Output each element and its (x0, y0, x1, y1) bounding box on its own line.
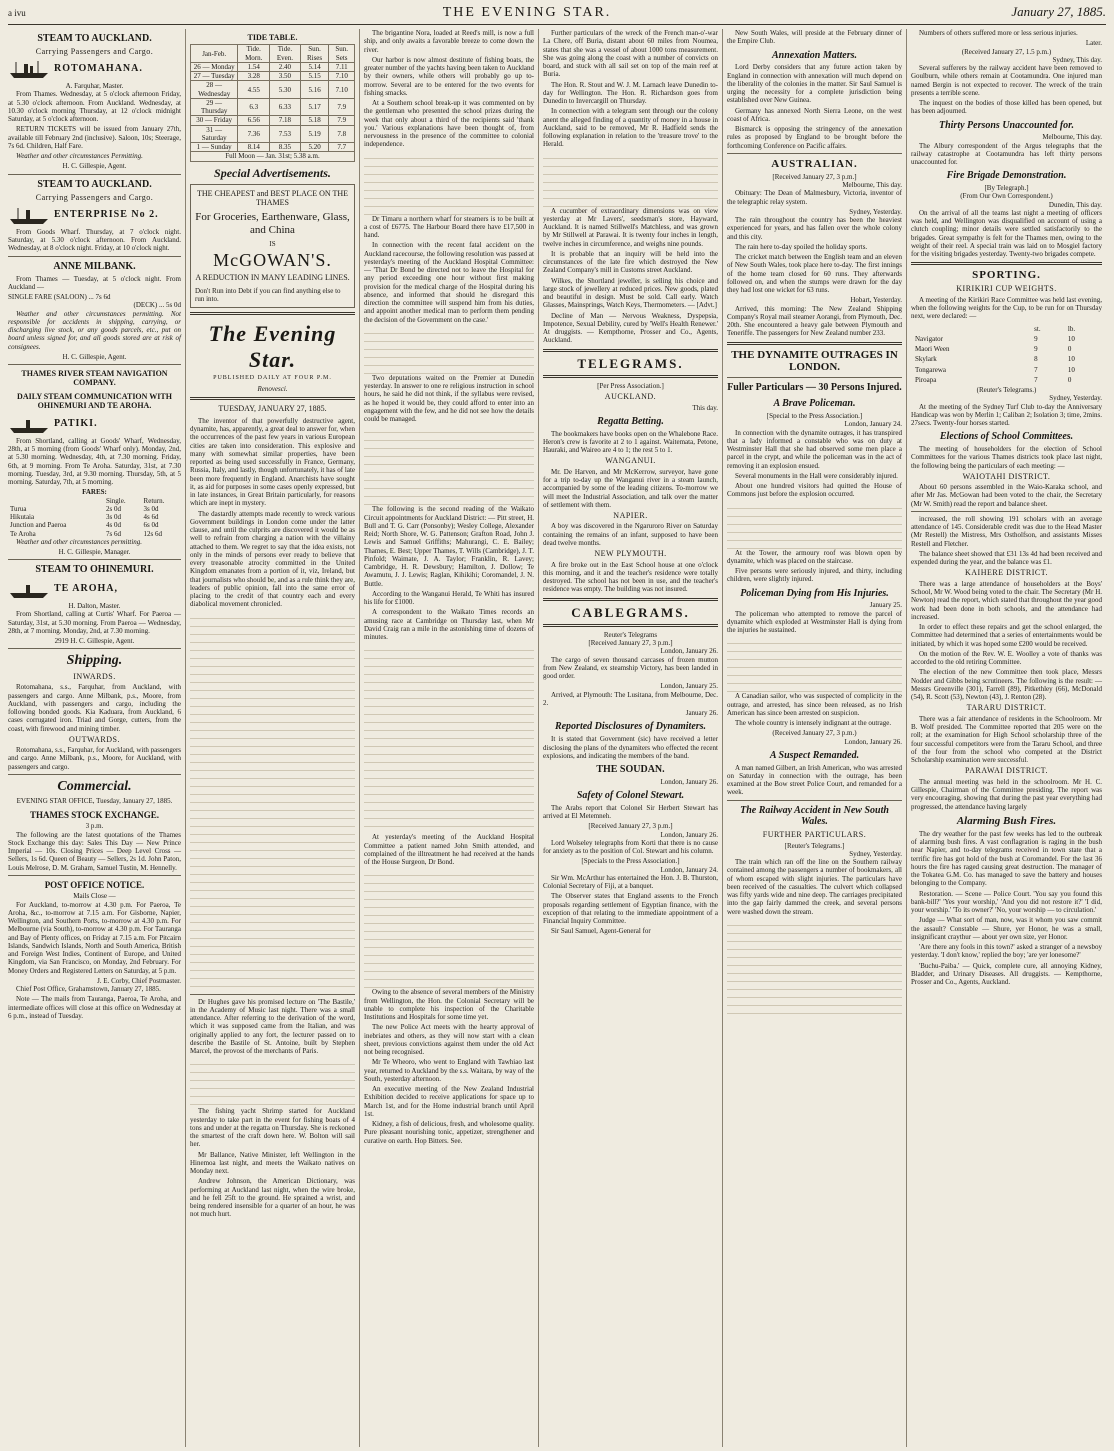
commercial-heading: Commercial. (57, 778, 132, 794)
news-paragraph: The rain throughout the country has been the heaviest experienced for years, and has fallen over the whole colony and this city. (727, 216, 902, 241)
news-paragraph: New South Wales, will preside at the February dinner of the Empire Club. (727, 29, 902, 46)
news-paragraph: At the Tower, the armoury roof was blown open by dynamite, which was placed on the staircase. (727, 548, 902, 565)
news-paragraph: Our harbor is now almost destitute of fishing boats, the greater number of the yachts having been taken to Auckland by their owners, while others will probably go up to-morrow. Several are to be entered for the two events for fishing smacks. (364, 55, 534, 97)
telegrams-heading: TELEGRAMS. (577, 355, 684, 371)
news-paragraph: At the meeting of the Sydney Turf Club to-day the Anniversary Handicap was won by Merlin 1; Caliban 2; Isolation 3; time, 2mins. 27secs. Twenty-four horses started. (911, 402, 1102, 427)
received: [Received January 27, 3 p.m.] (588, 639, 673, 648)
tide-header-cell: Sun. Rises (300, 45, 329, 63)
news-paragraph: Dr Hughes gave his promised lecture on 'The Bastile,' in the Academy of Music last night. There was a small attendance. After referring to the derivation of the word, which it was supposed came from the Italian, and was originally applied to any fort, the lecturer passed on to describe the Bastile of St. Antoine, built by Stephen Marcel, the provost of the merchants of Paris. (190, 997, 355, 1055)
tide-row: 28 — Wednesday 4.55 5.30 5.16 7.10 (191, 81, 355, 99)
ship-schedule: From Shortland, calling at Goods' Wharf, Wednesday, 28th, at 5 morning (from Goods' Wharf only). Monday, 2nd, at 5.30 morning. Wednesday, 4th, at 7.30 morning. Friday, 6th, at 9 morning. From Te Aroha. Saturday, 31st, at 7.30 morning. Tuesday, 3rd, at 9.30 morning. Thursday, 5th, at 5 morning. Saturday, 7th, at 5 morning. (8, 436, 181, 487)
fare-cell: 3s 0d (105, 513, 121, 522)
news-paragraph: About one hundred visitors had quitted the House of Commons just before the explosion occurred. (727, 482, 902, 499)
date-line: TUESDAY, JANUARY 27, 1885. (218, 404, 327, 414)
stock-time: 3 p.m. (85, 822, 104, 831)
news-paragraph: Obituary: The Dean of Malmesbury, Victoria, inventor of the telegraphic relay system. (727, 189, 902, 206)
leader-continuation (190, 611, 355, 991)
heading-steam-auckland-2: STEAM TO AUCKLAND. (37, 178, 152, 190)
brave-heading: A Brave Policeman. (773, 398, 856, 410)
news-paragraph: At yesterday's meeting of the Auckland Hospital Committee a patient named John Smith attended, and complained of the illtreatment he had received at the hands of the House Surgeon, Dr Bond. (364, 833, 534, 866)
ad-line: Don't Run into Debt if you can find anything else to run into. (195, 286, 341, 303)
news-paragraph: There was a fair attendance of residents in the Schoolroom. Mr B. Wolf presided. The Committee reported that 205 were on the roll; at the examination for High School scholarship three of the four successful competitors were from the Tararu School, and three of the four from the school who competed at the District Scholarship examination were successful. (911, 714, 1102, 765)
news-paragraph: A boy was discovered in the Ngaruroro River on Saturday containing the remains of an infant, supposed to have been dead twelve months. (543, 522, 718, 547)
subheading: Carrying Passengers and Cargo. (35, 192, 154, 202)
heading-thames-river: THAMES RIVER STEAM NAVIGATION COMPANY. (21, 369, 168, 388)
news-paragraph: Mr Ballance, Native Minister, left Wellington in the Hinemoa last night, and meets the Waikato natives on Monday next. (190, 1150, 355, 1175)
news-paragraph: 'Are there any fools in this town?' asked a stranger of a newsboy yesterday. 'I don't know,' replied the boy; 'are yer lonesome?' (911, 943, 1102, 960)
ship-ad (8, 578, 181, 600)
ad-line: A REDUCTION IN MANY LEADING LINES. (195, 273, 350, 283)
alarming-heading: Alarming Bush Fires. (956, 814, 1057, 827)
dying-heading: Policeman Dying from His Injuries. (740, 587, 889, 599)
dateline: London, January 24. (844, 420, 902, 429)
mcgowans-ad (190, 184, 355, 308)
news-paragraph: It is stated that Government (sic) have received a letter disclosing the plans of the dynamiters who effected the recent explosions, and indicating the members of the band. (543, 735, 718, 760)
commercial-office: EVENING STAR OFFICE, Tuesday, January 27, 1885. (16, 797, 173, 806)
dateline: London, January 26. (844, 737, 902, 746)
published-line: PUBLISHED DAILY AT FOUR P.M. (213, 374, 332, 381)
news-paragraph: There was a large attendance of householders at the Boys' School, Mr W. Wood being voted to the chair. The Secretary (Mr H. Newton) read the report, which stated that throughout the year good work had been done in both schools, and the attendance had increased. (911, 579, 1102, 621)
full-moon: Full Moon — Jan. 31st; 5.38 a.m. (190, 152, 355, 161)
received: [Received January 27, 3 p.m.] (772, 172, 857, 181)
heading-anne-milbank: ANNE MILBANK. (53, 260, 136, 272)
tide-row: 26 — Monday 1.54 2.40 5.14 7.11 (191, 62, 355, 71)
dateline: Melbourne, This day. (842, 181, 902, 190)
news-paragraph: The annual meeting was held in the schoolroom. Mr H. C. Gillespie, Chairman of the Committee presiding. The report was very encouraging, showing that during the past year everything had progressed, the attendance having largely (911, 777, 1102, 811)
press-association: [Per Press Association.] (597, 381, 664, 390)
news-paragraph: The fishing yacht Shrimp started for Auckland yesterday to take part in the event for fishing boats of 4 tons and under at the regatta on Thursday. She is reckoned the smartest of the craft down here. W. Bolton will sail her. (190, 1107, 355, 1149)
tide-table (190, 44, 355, 152)
cablegrams-heading: CABLEGRAMS. (571, 604, 690, 620)
text-continuation (364, 326, 534, 374)
telegraph: [By Telegraph.] (984, 184, 1029, 193)
tide-row: 29 — Thursday 6.3 6.33 5.17 7.9 (191, 98, 355, 116)
masthead-left: a ivu (8, 8, 26, 18)
soudan-heading: THE SOUDAN. (596, 764, 665, 775)
weights-row: Skylark 8 10 (915, 355, 1075, 364)
news-paragraph: In connection with the recent fatal accident on the Auckland racecourse, the following resolution was passed at yesterday's meeting of the Auckland Hospital Committee: — 'That Dr Bond be directed not to leave the Hospital for any period exceeding one hour without first making provision for the medical charge of the Hospital during his absence, and informed that should he disregard this direction the committee will suspend him from his duties, and appoint another medical man to perform them pending the decision of the Government on the case.' (364, 241, 534, 324)
news-paragraph: Numbers of others suffered more or less serious injuries. (919, 29, 1078, 37)
tide-table-heading: TIDE TABLE. (247, 33, 298, 42)
dateline: WANGANUI. (605, 456, 656, 466)
post-text: For Auckland, to-morrow at 4.30 p.m. For Paeroa, Te Aroha, &c., to-morrow at 7.15 a.m. For Gisborne, Napier, Wellington, and Southern Ports, to-morrow at 4.30 p.m. For Melbourne (via South), to-morrow at 4.30 p.m. For Tauranga and Bay of Plenty offices, on Friday at 7.15 a.m. For Pitcairn Islands, Sandwich Islands, North and South America, British and Foreign West Indies, Continent of Europe, and United Kingdom, via San Francisco, on Monday, 2nd February. For Money Orders and Registered Letters on Saturday, at 5 p.m. (8, 900, 181, 975)
fare-cell: 4s 0d (105, 521, 121, 530)
ship-schedule: From Thames — Tuesday, at 5 o'clock night. From Auckland — (8, 274, 181, 291)
news-paragraph: The brigantine Nora, loaded at Reed's mill, is now a full ship, and only awaits a favorable breeze to come down the river. (364, 29, 534, 54)
special: [Special to the Press Association.] (766, 412, 863, 421)
news-paragraph: The new Police Act meets with the hearty approval of inebriates and others, as they will now start with a clean sheet, previous convictions against them under the old Act not being recognised. (364, 1023, 534, 1056)
outwards-heading: OUTWARDS. (69, 734, 120, 744)
news-paragraph: The Albury correspondent of the Argus telegraphs that the railway catastrophe at Cootamundra has left thirty persons unaccounted for. (911, 141, 1102, 167)
ad-line: THE CHEAPEST and BEST PLACE ON THE THAMES (196, 188, 349, 208)
news-paragraph: In order to effect these repairs and get the school enlarged, the Committee had determined that a series of entertainments would be initiated, by which it was hoped some £200 would be received. (911, 623, 1102, 648)
dateline: AUCKLAND. (604, 392, 657, 402)
column-6-content (911, 29, 1102, 1447)
shipping-text: Rotomahana, s.s., Farquhar, from Auckland, with passengers and cargo. Anne Milbank, p.s., Moore, from Auckland, with passengers and cargo, including the following bonded goods. Kia Kaduara, from Auckland, 6 cases corrugated iron. Triad and Gorge, cutters, from the coast, with firewood and mining timber. (8, 683, 181, 733)
news-paragraph: In connection with the dynamite outrages, it has transpired that a lady informed a constable who was on duty at Westminster Hall that she had observed some men place a parcel in the crypt, and while the policeman was in the act of removing it an explosion ensued. (727, 428, 902, 470)
heading-daily-steam: DAILY STEAM COMMUNICATION WITH OHINEMURI AND TE AROHA. (17, 391, 172, 411)
text-continuation (190, 1057, 355, 1107)
fare-cell: 2s 0d (105, 504, 121, 513)
paper-title: The Evening Star. (208, 321, 337, 373)
weights-header-row: st. lb. (1034, 324, 1076, 333)
news-paragraph: Five persons were seriously injured, and thirty, including children, were slightly injured. (727, 567, 902, 584)
dateline: NEW PLYMOUTH. (594, 549, 667, 559)
fire-brigade-heading: Fire Brigade Demonstration. (946, 170, 1067, 182)
news-paragraph: Arrived, this morning: The New Zealand Shipping Company's Royal mail steamer Aorangi, from Plymouth, Dec. 20th. She encountered a heavy gale between Plymouth and Teneriffe. The passengers for New Zealand number 233. (727, 304, 902, 338)
news-paragraph: The Arabs report that Colonel Sir Herbert Stewart has arrived at El Metemneh. (543, 803, 718, 821)
post-note: Note — The mails from Tauranga, Paeroa, Te Aroha, and intermediate offices will close at this office on Wednesday at 6 p.m., instead of Tuesday. (8, 995, 181, 1020)
news-paragraph: In connection with a telegram sent through our the colony anent the alleged finding of a quantity of money in a house in Auckland, said to be removed, Mr R. Hadfield sends the following explanation in relation to the 'treasure trove' to the Herald. (543, 107, 718, 149)
news-paragraph: The bookmakers have books open on the Whalebone Race. Heron's crew is favorite at 2 to 1 against. Waitemata, Petone, Hauraki, and Waireo are 4 to 1; the rest 5 to 1. (543, 429, 718, 455)
ship-name: TE AROHA, (54, 583, 119, 595)
parawai-heading: PARAWAI DISTRICT. (965, 766, 1048, 776)
fares-title: FARES: (82, 488, 107, 497)
news-paragraph: The dry weather for the past few weeks has led to the outbreak of alarming bush fires. A vast conflagration is raging in the bush near Napier, and to-day telegrams received in town state that a terrific fire has got hold of the bush at Coromandel. For the last 36 hours the fire has raged causing great destruction. The manager of the Tokatea G.M. Co. has managed to save the battery and houses belonging to the Company. (911, 829, 1102, 888)
masthead-title: THE EVENING STAR. (442, 5, 612, 20)
ship-master: H. Dalton, Master. (68, 602, 121, 611)
dateline: January 25. (869, 601, 902, 610)
ship-ad (8, 413, 181, 435)
weights-row: Piroapa 7 0 (915, 375, 1072, 384)
steamship-icon (8, 578, 50, 600)
reported-heading: Reported Disclosures of Dynamiters. (554, 721, 707, 733)
column-2 (190, 29, 360, 1447)
fares-header-cell (8, 497, 104, 505)
reuters: (Reuter's Telegrams.) (976, 386, 1037, 394)
ship-ad (8, 204, 181, 226)
ad-line: IS (269, 239, 276, 248)
news-paragraph: The cargo of seven thousand carcases of frozen mutton from New Zealand, ex steamship Victory, has been landed in good order. (543, 655, 718, 681)
news-paragraph: Andrew Johnson, the American Dictionary, was performing at Auckland last night, when the wire broke, and he fell 25ft to the ground. He sprained a wrist, and being rendered insensible for a quarter of an hour, he was not much hurt. (190, 1177, 355, 1219)
fare-cell: Junction and Paeroa (10, 521, 67, 530)
leader-paragraph: The dastardly attempts made recently to wreck various Government buildings in London come under the latter clause, and until the culprits are discovered it would be as well to refrain from charging a nation with the villainy attached to them. We regret to say that the idea exists, not only in the minds of persons ever ready to believe that every treasonable atrocity committed in the United Kingdom emanates from a portion of it, viz, Ireland, but that journalists who should be, and as a rule think they are, leaders of public opinion, fall into the same error of placing to the credit of that country each and every diabolical movement chronicled. (190, 509, 355, 609)
fare-cell: 7s 6d (105, 529, 121, 538)
ship-name: PATIKI. (54, 417, 98, 429)
news-paragraph: Several monuments in the Hall were considerably injured. (735, 471, 898, 480)
news-paragraph: 'Buchu-Paiba.' — Quick, complete cure, all annoying Kidney, Bladder, and Urinary Diseases. All druggists. — Kempthorne, Prosser and Co., Agents, Auckland. (911, 961, 1102, 987)
tide-header-row (191, 45, 355, 63)
agent: H. C. Gillespie, Manager. (58, 548, 131, 557)
kirikiri-heading: KIRIKIRI CUP WEIGHTS. (956, 284, 1057, 294)
safety-heading: Safety of Colonel Stewart. (576, 790, 685, 802)
fares-table (8, 497, 181, 538)
inwards-heading: INWARDS. (73, 671, 116, 681)
dateline: London, January 26. (660, 647, 718, 656)
news-paragraph: On the motion of the Rev. W. E. Woolley a vote of thanks was accorded to the old retiring Committee. (911, 649, 1102, 667)
steamship-icon (8, 413, 50, 435)
column-5 (727, 29, 907, 1447)
weights-row: Tongarewa 7 10 (915, 365, 1075, 374)
ship-schedule: From Thames. Wednesday, at 5 o'clock afternoon Friday, at 5.30 o'clock afternoon. From Auckland. Wednesday, at 10.30 o'clock morning Thursday, at 12 o'clock midnight Saturday, at 5 o'clock afternoon. (8, 90, 181, 124)
news-paragraph: The Hon. R. Stout and W. J. M. Larnach leave Dunedin to-day for Wellington. The Hon. R. Richardson goes from Dunedin to Invercargill on Thursday. (543, 80, 718, 105)
news-paragraph: The train which ran off the line on the Southern railway contained among the passengers a number of bookmakers, all of whom escaped with slight injuries. The particulars have been received of the casualties. The culvert which collapsed was fifty yards wide and nine deep. The carriages precipitated into the gap fairly dammed the creek, and several persons were washed down the stream. (727, 858, 902, 916)
tide-row: 31 — Saturday 7.36 7.53 5.19 7.8 (191, 125, 355, 143)
column-3 (364, 29, 539, 1447)
weather-note: Weather and other circumstances Permitting. (16, 152, 143, 161)
fares-row (8, 530, 181, 538)
columns (8, 29, 1106, 1447)
weights-table (911, 323, 1102, 387)
dateline: Dunedin, This day. (1048, 200, 1102, 209)
regatta-heading: Regatta Betting. (597, 415, 664, 427)
news-paragraph: Wilkes, the Shortland jeweller, is selling his choice and large stock of jewellery at reduced prices. New goods, plated and beautiful in design. Must be sold. Call early. Watch Glasses, Mainsprings, Watch Keys, Thermometers. — [Advt.] (543, 276, 718, 310)
fares-note: Weather and other circumstances permitting. (16, 537, 143, 546)
mails-close: Mails Close — (73, 892, 116, 901)
news-paragraph: Decline of Man — Nervous Weakness, Dyspepsia, Impotence, Sexual Debility, cured by 'Well's Health Renewer.' At druggists. — Kempthorne, Prosser and Co., Agents, Auckland. (543, 311, 718, 345)
news-paragraph: A man named Gilbert, an Irish American, who was arrested on Saturday in connection with the outrage, has been examined at the Bow street Police Court, and remanded for a week. (727, 763, 902, 797)
dateline: London, January 24. (660, 865, 718, 874)
masthead (8, 4, 1106, 25)
thirty-heading: Thirty Persons Unaccounted for. (938, 119, 1074, 131)
australian-heading: AUSTRALIAN. (771, 157, 858, 170)
heading-ohinemuri: STEAM TO OHINEMURI. (35, 564, 154, 576)
dateline: Melbourne, This day. (1042, 133, 1102, 142)
news-paragraph: The meeting of householders for the election of School Committees for the various Thames districts took place last night, the following being the particulars of each meeting: — (911, 445, 1102, 470)
fuller-heading: Fuller Particulars — 30 Persons Injured. (727, 382, 902, 394)
outwards-text: Rotomahana, s.s., Farquhar, for Auckland, with passengers and cargo. Anne Milbank, p.s., Moore, for Auckland, with passengers and cargo. (8, 746, 181, 771)
dateline: Sydney, Yesterday. (849, 849, 902, 858)
text-continuation (727, 501, 902, 549)
ship-name: ENTERPRISE No 2. (54, 209, 159, 221)
news-paragraph: Lord Derby considers that any future action taken by England in connection with annexation will much depend on the liberality of the colonies in the matter. Sir Saul Samuel is urging the necessity for a complete jurisdiction being established over New Guinea. (727, 63, 902, 105)
steamship-icon (8, 204, 50, 226)
dynamite-heading: THE DYNAMITE OUTRAGES IN LONDON. (731, 348, 898, 374)
shipping-heading: Shipping. (66, 653, 123, 669)
news-paragraph: The election of the new Committee then took place, Messrs Nodder and Gibbs being scrutineers. The following is the result: — Messrs Greenville (301), Farrell (89), Pitkethley (66), McDonald (54), R. Scott (53), Newton (43), J. Renton (28). (911, 668, 1102, 702)
tararu-heading: TARARU DISTRICT. (966, 703, 1047, 713)
news-paragraph: Germany has annexed North Sierra Leone, on the west coast of Africa. (727, 106, 902, 123)
subheading: Carrying Passengers and Cargo. (35, 46, 154, 56)
fare-cell: Turua (10, 504, 27, 513)
tide-row: 27 — Tuesday 3.28 3.50 5.15 7.10 (191, 72, 355, 81)
news-paragraph: The inquest on the bodies of those killed has been opened, but has been adjourned. (911, 99, 1102, 116)
specials: [Specials to the Press Association.] (581, 857, 680, 866)
annexation-heading: Annexation Matters. (771, 49, 858, 61)
fare-cell: Hikutaia (10, 513, 35, 522)
weights-row: Navigator 9 10 (915, 334, 1075, 343)
tide-header-cell: Sun. Sets (329, 45, 355, 63)
agent: H. C. Gillespie, Agent. (62, 162, 127, 171)
railway-heading: The Railway Accident in New South Wales. (740, 804, 889, 828)
post-date: Chief Post Office, Grahamstown, January 27, 1885. (16, 985, 161, 994)
news-paragraph: Kidney, a fish of delicious, fresh, and wholesome quality. Pure pleasant nourishing tonic, appetizer, strengthener and curative on earth. Hop Bitters. See. (364, 1120, 534, 1145)
news-paragraph: Sir Saul Samuel, Agent-General for (551, 927, 651, 936)
text-continuation (364, 151, 534, 215)
news-paragraph: Mr. De Harven, and Mr McKerrow, surveyor, have gone for a trip to-day up the Wanganui river in a steam launch, accompanied by some of the leading citizens. To-morrow we will meet the Industrial Association, and talk over the matter of settlement with them. (543, 467, 718, 509)
elections-heading: Elections of School Committees. (939, 431, 1074, 443)
further-heading: FURTHER PARTICULARS. (762, 830, 867, 840)
fare-cell: 4s 6d (143, 513, 159, 522)
leader-paragraph: The inventor of that powerfully destructive agent, dynamite, has, apparently, a great deal to answer for, when the occurrences of the past few years in various European cities are taken into consideration. This explosive and many with somewhat similar properties, have been reported as being used successfully in France, Germany, Russia, Italy, and lastly, though unfortunately, it has of late been more frequently in England. Anarchists have sought it, as aid for purposes in some cases openly expressed, but in late instances, in Great Britain particularly, for reasons which are inept in mystery. (190, 416, 355, 508)
dateline: Sydney, Yesterday. (849, 207, 902, 216)
column-4 (543, 29, 723, 1447)
news-paragraph: About 60 persons assembled in the Waio-Karaka school, and after Mr Jas. McGowan had been voted to the chair, the Secretary (Mr W. Smith) read the report and balance sheet. (911, 483, 1102, 508)
dateline: NAPIER. (613, 511, 648, 520)
sporting-heading: SPORTING. (972, 269, 1041, 282)
news-paragraph: increased, the roll showing 191 scholars with an average attendance of 145. Considerable credit was due to the Head Master (Mr Restell) the Mistress, Mrs Ostholfson, and assistants Misses Restell and Fletcher. (911, 514, 1102, 548)
tide-header-cell: Tide. Even. (270, 45, 301, 63)
news-paragraph: Lord Wolseley telegraphs from Korti that there is no cause for anxiety as to the position of Col. Stewart and his column. (543, 838, 718, 856)
news-paragraph: Bismarck is opposing the stringency of the annexation rules as proposed by England to be brought before the forthcoming Conference on Pacific affairs. (727, 125, 902, 150)
fare-line: SINGLE FARE (SALOON) ... 7s 6d (8, 293, 111, 302)
fares-header-row (8, 497, 181, 505)
news-paragraph: Arrived, at Plymouth: The Lusitana, from Melbourne, Dec. 2. (543, 690, 718, 707)
masthead-date: January 27, 1885. (1011, 4, 1106, 19)
suspect-heading: A Suspect Remanded. (769, 749, 860, 761)
text-continuation (727, 636, 902, 692)
text-continuation (364, 425, 534, 505)
news-paragraph: A correspondent to the Waikato Times records an amusing race at Cambridge on Thursday last, when Mr David Craig ran a mile in the astonishing time of dozens of minutes. (364, 608, 534, 641)
received: (Received January 27, 1.5 p.m.) (961, 47, 1052, 56)
dateline: January 26. (685, 709, 718, 718)
tide-header-cell: Tide. Morn. (238, 45, 270, 63)
own-correspondent: (From Our Own Correspondent.) (960, 192, 1053, 201)
tide-row: 1 — Sunday 8.14 8.35 5.20 7.7 (191, 143, 355, 152)
ship-master: A. Farquhar, Master. (65, 82, 124, 91)
news-paragraph: Further particulars of the wreck of the French man-o'-war La Chere, off Buria, distant about 60 miles from Noumea, states that she was a vessel of about 1000 tons measurement. She was going along the coast with a number of convicts on board, and stuck with all sail set on top of the main reef at Buria. (543, 29, 718, 79)
text-continuation (543, 151, 718, 207)
fares-row (8, 513, 181, 521)
later: Later. (1085, 39, 1102, 48)
ad-line: For Groceries, Earthenware, Glass, and China (195, 210, 350, 236)
reuters: Reuter's Telegrams (603, 630, 658, 639)
ship-schedule: From Shortland, calling at Curtis' Wharf. For Paeroa — Saturday, 31st, at 5.30 morning. From Paeroa — Wednesday, 28th, at 7 morning. Monday, 2nd, at 7.30 morning. (8, 610, 181, 635)
received: [Received January 27, 3 p.m.] (588, 822, 673, 831)
motto: Renovesci. (257, 385, 288, 394)
fares-row (8, 521, 181, 529)
news-paragraph: Restoration. — Scene — Police Court. 'You say you found this bank-bill?' 'Yes your worship,' 'And you did not restore it?' 'I did, your worship.' 'To its owner?' 'No, your worship — to circulation.' (911, 889, 1102, 915)
text-continuation (364, 643, 534, 833)
news-paragraph: Dr Timaru a northern wharf for steamers is to be built at a cost of £6775. The Harbour Board there have £17,500 in hand. (364, 214, 534, 239)
news-paragraph: According to the Wanganui Herald, Te Whiti has insured his life for £1000. (364, 589, 534, 606)
news-paragraph: On the arrival of all the teams last night a meeting of officers was held, and Wellington was disqualified on account of using a clutch coupling; minor details were settled satisfactorily to the brigades. Great sympathy is felt for the Thames men, owing to the weight of their reel. A special train was laid on to Mosgiel factory for the visiting brigades yesterday. Twenty-two brigades compete. (911, 208, 1102, 259)
fare-cell: 6s 0d (143, 521, 159, 530)
stock-text: The following are the latest quotations of the Thames Stock Exchange this day: Sales This Day — New Prince Imperial — 10s. Closing Prices — Deep Level Cross — Sellers, 1s 6d. Queen of Beauty — Sellers, 2s 1d. John Paton, Louis Melrose, D. M. Graham, Samuel Tustin, M. Hennelly. (8, 830, 181, 872)
news-paragraph: The balance sheet showed that £31 13s 4d had been received and expended during the year, and the balance was £1. (911, 549, 1102, 567)
ship-ad (8, 58, 181, 80)
kaihere-heading: KAIHERE DISTRICT. (964, 568, 1048, 578)
agent: H. C. Gillespie, Agent. (62, 352, 127, 361)
heading-steam-auckland: STEAM TO AUCKLAND. (37, 33, 152, 44)
news-paragraph: A meeting of the Kirikiri Race Committee was held last evening, when the following weights for the Cup, to be run for on Thursday next, were declared: — (911, 295, 1102, 321)
news-paragraph: The whole country is intensely indignant at the outrage. (735, 719, 892, 728)
waiotahi-heading: WAIOTAHI DISTRICT. (962, 471, 1051, 481)
news-paragraph: Sir Wm. McArthur has entertained the Hon. J. B. Thurston, Colonial Secretary of Fiji, at a banquet. (543, 873, 718, 891)
fare-line: (DECK) ... 5s 0d (133, 301, 181, 310)
tide-header-cell: Jan-Feb. (191, 45, 238, 63)
tide-row: 30 — Friday 6.56 7.18 5.18 7.9 (191, 116, 355, 125)
postmaster: J. E. Corby, Chief Postmaster. (97, 976, 181, 985)
news-paragraph: At a Southern school break-up it was commented on by the gentleman who presented the school prizes during the week that only about a third of the recipients said 'thank you.' Various explanations have been thought of, from nervousness in the presence of the committee to colonial independence. (364, 99, 534, 149)
weather-notice: Weather and other circumstances permitting. Not responsible for accidents in shipping, carrying, or discharging live stock, or any goods parcels, etc., put on board unless signed for, and all goods stored are at risk of consignees. (8, 309, 181, 351)
news-paragraph: It is probable that an inquiry will be held into the circumstances of the late fire which destroyed the New Zealand Company's mill in Customs street Auckland. (543, 249, 718, 275)
ad-name: McGOWAN'S. (213, 249, 332, 270)
dateline: London, January 26. (660, 830, 718, 839)
special-ads-heading: Special Advertisements. (214, 165, 331, 180)
steamship-icon (8, 58, 50, 80)
fare-cell: 12s 6d (143, 529, 163, 538)
return-tickets: RETURN TICKETS will be issued from January 27th, available till February 2nd (inclusive). Saloon, 10s; Steerage, 7s 6d. Children, Half Fare. (8, 125, 181, 150)
fares-row (8, 505, 181, 513)
news-paragraph: Mr Te Wheoro, who went to England with Tawhiao last year, returned to Auckland by the s.s. Waitara, by way of the South, yesterday afternoon. (364, 1058, 534, 1083)
stock-heading: THAMES STOCK EXCHANGE. (29, 809, 160, 820)
received: (Received January 27, 3 p.m.) (772, 729, 857, 738)
news-paragraph: A fire broke out in the East School house at one o'clock this morning, and it and the teacher's residence were totally destroyed. The school has not been in use, and the teacher's residence was empty. The building was not insured. (543, 560, 718, 594)
news-paragraph: The rain here to-day spoiled the holiday sports. (735, 242, 868, 251)
reuters: [Reuter's Telegrams.] (784, 841, 845, 850)
news-paragraph: Several sufferers by the railway accident have been removed to Goulburn, while others remain at Cootamundra. One injured man named Bergin is not expected to recover. The wreck of the train presents a terrible scene. (911, 64, 1102, 97)
dateline: Sydney, This day. (1052, 55, 1102, 64)
news-paragraph: A Canadian sailor, who was suspected of complicity in the outrage, and arrested, has since been released, as no Irish American has since been arrested on suspicion. (727, 692, 902, 717)
news-paragraph: The cricket match between the English team and an eleven of New South Wales, took place here to-day. The first innings of the home team closed for 60 runs. They afterwards followed on, and when the stumps were drawn for the day they had lost one wicket for 63 runs. (727, 253, 902, 295)
weights-row: Maori Ween 9 0 (915, 345, 1072, 353)
dateline: Hobart, Yesterday. (850, 296, 902, 305)
news-paragraph: Owing to the absence of several members of the Ministry from Wellington, the Hon. the Colonial Secretary will be unable to complete his inspection of the Charitable Institutions and Hospitals for some time yet. (364, 988, 534, 1021)
dateline: London, January 25. (660, 682, 718, 691)
agent: 2919 H. C. Gillespie, Agent. (54, 637, 135, 646)
news-paragraph: Judge — What sort of man, now, was it whom you saw commit the assault? Constable — Shure, yer Honor, he was a small, insignificant craythur — about yer own size, yer Honor. (911, 916, 1102, 941)
news-paragraph: A cucumber of extraordinary dimensions was on view yesterday at Mr Lavers', seedsman's store, Hayward, Auckland. It is named Stillwell's Matchless, and was grown by Mr Stillwell at Parawai. It is twenty four inches in length, twelve inches in circumference, and weighs nine pounds. (543, 206, 718, 248)
column-1 (8, 29, 186, 1447)
news-paragraph: An executive meeting of the New Zealand Industrial Exhibition decided to receive applications for space up to March 1st, and for the Home industrial branch until April 1st. (364, 1085, 534, 1118)
fares-header-cell: Single. (105, 496, 126, 505)
text-continuation (364, 868, 534, 988)
fares-header-cell: Return. (143, 496, 165, 505)
fare-cell: Te Aroha (10, 529, 36, 538)
dateline: London, January 26. (660, 777, 718, 786)
this-day: This day. (692, 403, 718, 412)
fare-cell: 3s 0d (143, 504, 159, 513)
news-paragraph: The Observer states that England assents to the French proposals regarding settlement of Egyptian finance, with the exception of that relating to the immediate appointment of a Financial Inquiry Committee. (543, 892, 718, 926)
ship-schedule: From Goods Wharf. Thursday, at 7 o'clock night. Saturday, at 5.30 o'clock afternoon. From Auckland. Wednesday, at 8 o'clock night. Friday, at 10 o'clock night. (8, 227, 181, 253)
post-office-heading: POST OFFICE NOTICE. (44, 879, 145, 890)
dateline: Sydney, Yesterday. (1049, 394, 1102, 403)
text-continuation (727, 918, 902, 1014)
ship-name: ROTOMAHANA. (54, 63, 143, 75)
news-paragraph: The following is the second reading of the Waikato Circuit appointments for Auckland District: — Pitt street, H. Bull and T. G. Carr (Ponsonby); Wesley College, Alexander Reid; North Shore, W. G. Pattenson; Grafton Road, John J. Lewis and Samuel Griffiths; Mahurangi, C. E. Bailey; Thames, E. Best; Upper Thames, T. Wills (Cambridge), J. T. Pinfold; Waimate, J. A. Taylor; Franklin, R. Lavey; Cambridge, H. R. Dewsbury; Hamilton, J. Dollow; Te Awamutu, J. J. Lewis; Raglan, Kihikihi; Coromandel, J. N. Buttle. (364, 505, 534, 588)
column-6 (911, 29, 1106, 1447)
news-paragraph: Two deputations waited on the Premier at Dunedin yesterday. In answer to one re religious instruction in school hours, he said he did not think, if the syllabus were revised, as he hoped it would be, they could afford to enter into an engagement with the few, and he did not see how the details could be managed. (364, 373, 534, 423)
news-paragraph: The policeman who attempted to remove the parcel of dynamite which exploded at Westminster Hall is dying from the injuries he sustained. (727, 609, 902, 635)
